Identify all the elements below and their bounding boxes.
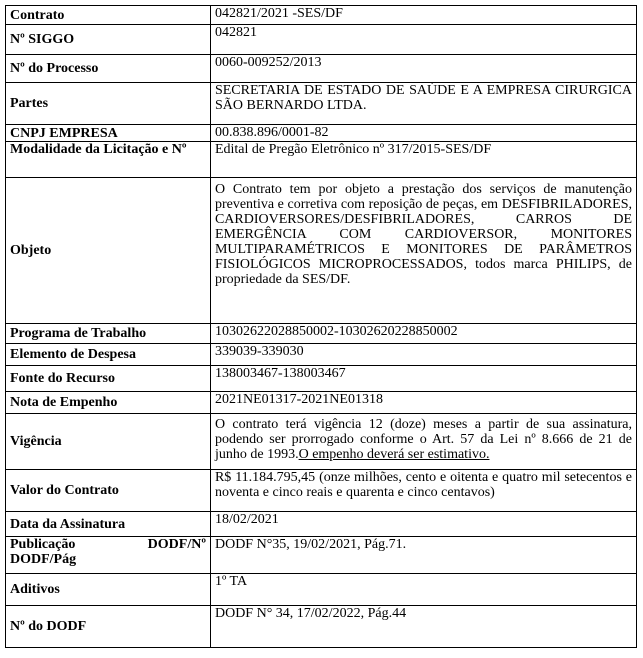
label-modalidade: Modalidade da Licitação e Nº — [6, 142, 211, 178]
row-siggo — [6, 25, 637, 55]
label-vigencia: Vigência — [6, 414, 211, 470]
row-vigencia — [6, 414, 637, 470]
row-empenho — [6, 392, 637, 414]
contract-summary — [5, 5, 637, 648]
row-partes — [6, 83, 637, 125]
row-programa — [6, 324, 637, 344]
row-dodf — [6, 606, 637, 648]
vigencia-underlined-note: O empenho deverá ser estimativo. — [298, 447, 490, 462]
label-empenho: Nota de Empenho — [6, 392, 211, 414]
value-partes: SECRETARIA DE ESTADO DE SAÚDE E A EMPRESA CIRURGICA SÃO BERNARDO LTDA. — [210, 83, 636, 125]
row-fonte — [6, 366, 637, 392]
value-processo: 0060-009252/2013 — [210, 55, 636, 83]
vigencia-text: O contrato terá vigência 12 (doze) meses a partir de sua assinatura, podendo ser prorrogado conforme o Art. 57 da Lei nº 8.666 de 21 de junho de 1993. — [214, 417, 632, 462]
value-publicacao: DODF N°35, 19/02/2021, Pág.71. — [210, 537, 636, 574]
value-elemento: 339039-339030 — [210, 344, 636, 366]
label-contrato: Contrato — [6, 6, 211, 25]
label-dodf: Nº do DODF — [6, 606, 211, 648]
value-dodf: DODF N° 34, 17/02/2022, Pág.44 — [210, 606, 636, 648]
value-contrato: 042821/2021 -SES/DF — [210, 6, 636, 25]
value-modalidade: Edital de Pregão Eletrônico nº 317/2015-SES/DF — [210, 142, 636, 178]
value-valor: R$ 11.184.795,45 (onze milhões, cento e oitenta e quatro mil setecentos e noventa e cinco reais e quarenta e cinco centavos) — [210, 470, 636, 512]
label-elemento: Elemento de Despesa — [6, 344, 211, 366]
contract-table — [5, 5, 637, 648]
label-siggo: Nº SIGGO — [6, 25, 211, 55]
label-data: Data da Assinatura — [6, 512, 211, 537]
label-programa: Programa de Trabalho — [6, 324, 211, 344]
label-cnpj: CNPJ EMPRESA — [6, 125, 211, 142]
label-valor: Valor do Contrato — [6, 470, 211, 512]
value-programa: 10302622028850002-10302620228850002 — [210, 324, 636, 344]
label-publicacao-line1 — [10, 537, 206, 552]
row-modalidade — [6, 142, 637, 178]
label-publicacao-left: Publicação — [10, 537, 76, 552]
row-elemento — [6, 344, 637, 366]
label-publicacao-line2: DODF/Pág — [10, 552, 77, 567]
label-fonte: Fonte do Recurso — [6, 366, 211, 392]
label-partes: Partes — [6, 83, 211, 125]
row-contrato — [6, 6, 637, 25]
label-objeto: Objeto — [6, 178, 211, 324]
label-aditivos: Aditivos — [6, 574, 211, 606]
value-vigencia — [210, 414, 636, 470]
value-empenho: 2021NE01317-2021NE01318 — [210, 392, 636, 414]
row-data — [6, 512, 637, 537]
value-data: 18/02/2021 — [210, 512, 636, 537]
row-cnpj — [6, 125, 637, 142]
label-publicacao — [6, 537, 211, 574]
value-fonte: 138003467-138003467 — [210, 366, 636, 392]
row-processo — [6, 55, 637, 83]
value-objeto: O Contrato tem por objeto a prestação dos serviços de manutenção preventiva e corretiva com reposição de peças, em DESFIBRILADORES, CARDIOVERSORES/DESFIBRILADORES, CARROS DE EMERGÊNCIA COM CARDIOVERSOR, MONITORES MULTIPARAMÉTRICOS E MONITORES DE PARÂMETROS FISIOLÓGICOS MICROPROCESSADOS, todos marca PHILIPS, de propriedade da SES/DF. — [210, 178, 636, 324]
row-aditivos — [6, 574, 637, 606]
label-publicacao-right: DODF/Nº — [147, 537, 206, 552]
value-aditivos: 1º TA — [210, 574, 636, 606]
label-processo: Nº do Processo — [6, 55, 211, 83]
row-publicacao — [6, 537, 637, 574]
value-cnpj: 00.838.896/0001-82 — [210, 125, 636, 142]
value-siggo: 042821 — [210, 25, 636, 55]
row-valor — [6, 470, 637, 512]
row-objeto — [6, 178, 637, 324]
